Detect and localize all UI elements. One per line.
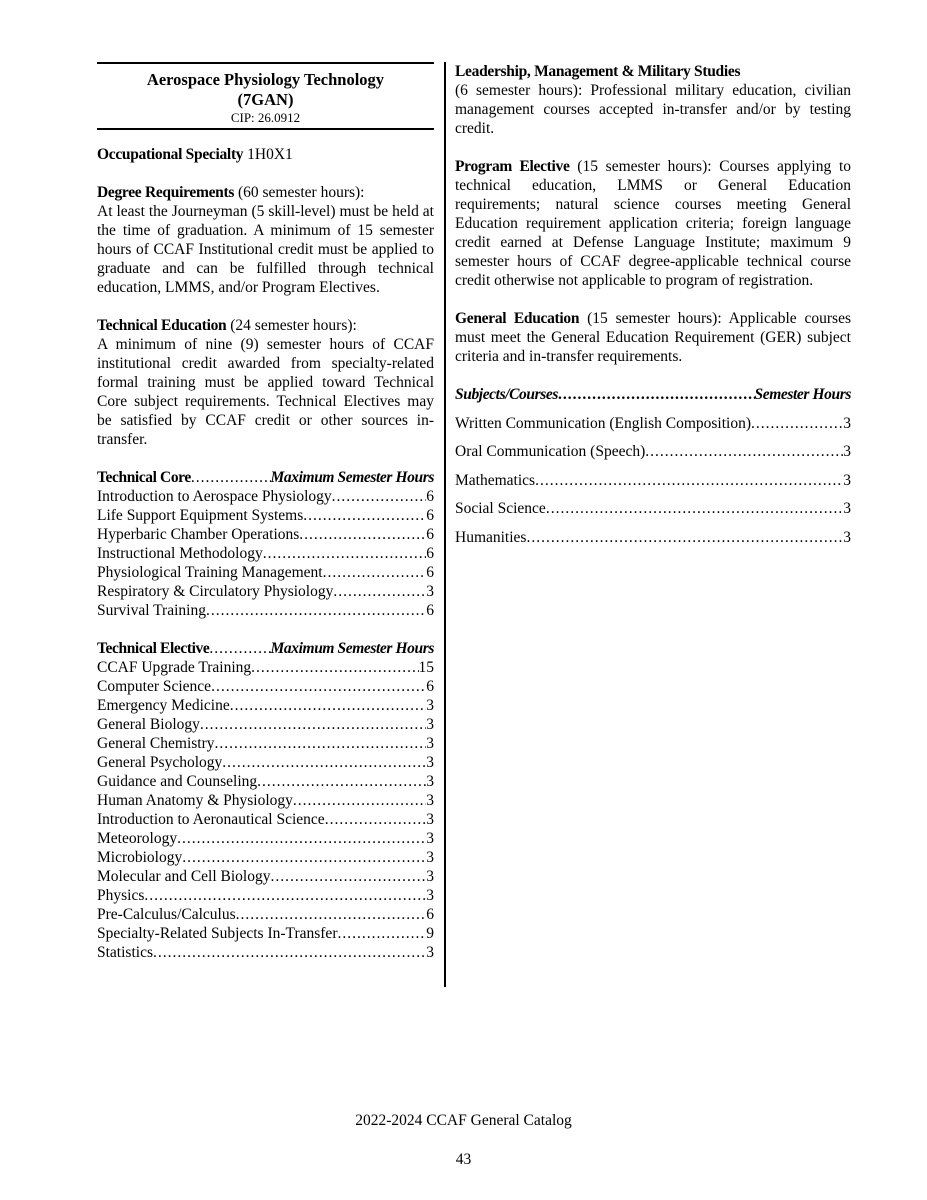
list-item — [97, 677, 434, 696]
list-item — [97, 753, 434, 772]
course-name: Molecular and Cell Biology — [97, 868, 271, 885]
technical-elective-list — [97, 658, 434, 962]
program-code: (7GAN) — [237, 90, 294, 109]
list-item — [455, 414, 851, 433]
subjects-header — [455, 385, 851, 404]
course-hours: 9 — [426, 925, 434, 942]
technical-education-section — [97, 316, 434, 449]
course-hours: 3 — [426, 697, 434, 714]
course-hours: 15 — [418, 659, 434, 676]
leader-dots — [144, 886, 426, 905]
subject-hours: 3 — [843, 443, 851, 460]
leader-dots — [177, 829, 426, 848]
program-elective-section — [455, 157, 851, 290]
course-name: Physiological Training Management — [97, 564, 323, 581]
course-hours: 3 — [426, 754, 434, 771]
course-hours: 6 — [426, 602, 434, 619]
course-name: Statistics — [97, 944, 153, 961]
course-name: Hyperbaric Chamber Operations — [97, 526, 300, 543]
lmms-section — [455, 62, 851, 138]
course-name: Emergency Medicine — [97, 697, 230, 714]
list-item — [97, 658, 434, 677]
course-hours: 6 — [426, 488, 434, 505]
leader-dots — [191, 468, 271, 487]
technical-core-header — [97, 468, 434, 487]
subjects-heading: Subjects/Courses — [455, 386, 558, 403]
course-name: Instructional Methodology — [97, 545, 263, 562]
course-hours: 3 — [426, 944, 434, 961]
degree-requirements-section — [97, 183, 434, 297]
course-name: Respiratory & Circulatory Physiology — [97, 583, 334, 600]
leader-dots — [230, 696, 427, 715]
list-item — [97, 563, 434, 582]
leader-dots — [270, 867, 426, 886]
course-name: CCAF Upgrade Training — [97, 659, 252, 676]
occupational-specialty — [97, 145, 434, 164]
leader-dots — [211, 677, 426, 696]
course-hours: 3 — [426, 773, 434, 790]
course-hours: 6 — [426, 526, 434, 543]
leader-dots — [303, 506, 426, 525]
course-name: Specialty-Related Subjects In-Transfer — [97, 925, 338, 942]
technical-education-hours: (24 semester hours): — [226, 317, 357, 334]
program-title: Aerospace Physiology Technology — [146, 70, 385, 89]
course-name: Meteorology — [97, 830, 178, 847]
leader-dots — [215, 734, 427, 753]
page-number: 43 — [455, 1151, 472, 1168]
cip-code: CIP: 26.0912 — [230, 110, 301, 125]
list-item — [97, 601, 434, 620]
course-hours: 6 — [426, 678, 434, 695]
technical-education-text: A minimum of nine (9) semester hours of CCAF institutional credit awarded from specialty-related formal training must be applied toward Technical Core subject requirements. Technical Electives may be satisfied by CCAF credit or other sources in-transfer. — [97, 336, 434, 448]
list-item — [97, 734, 434, 753]
list-item — [97, 848, 434, 867]
course-name: Life Support Equipment Systems — [97, 507, 304, 524]
leader-dots — [257, 772, 426, 791]
leader-dots — [293, 791, 426, 810]
lmms-heading: Leadership, Management & Military Studies — [455, 63, 741, 80]
course-hours: 3 — [426, 735, 434, 752]
course-name: Microbiology — [97, 849, 183, 866]
leader-dots — [200, 715, 426, 734]
lmms-text: (6 semester hours): Professional military education, civilian management courses accepted in-transfer and/or by testing credit. — [455, 82, 851, 137]
course-name: Guidance and Counseling — [97, 773, 258, 790]
left-column — [97, 62, 434, 962]
leader-dots — [526, 528, 843, 547]
leader-dots — [299, 525, 426, 544]
course-hours: 3 — [426, 868, 434, 885]
course-hours: 3 — [426, 792, 434, 809]
column-divider — [444, 62, 446, 987]
leader-dots — [645, 442, 843, 461]
leader-dots — [333, 582, 426, 601]
course-name: Pre-Calculus/Calculus — [97, 906, 236, 923]
leader-dots — [209, 639, 270, 658]
leader-dots — [236, 905, 427, 924]
technical-core-list — [97, 487, 434, 620]
list-item — [97, 886, 434, 905]
leader-dots — [325, 810, 427, 829]
course-name: Computer Science — [97, 678, 212, 695]
course-name: Introduction to Aeronautical Science — [97, 811, 325, 828]
subject-hours: 3 — [843, 471, 851, 489]
course-name: General Chemistry — [97, 735, 215, 752]
leader-dots — [182, 848, 426, 867]
subjects-section — [455, 385, 851, 547]
technical-core-hours-label: Maximum Semester Hours — [270, 469, 434, 486]
general-education-heading: General Education — [455, 310, 580, 327]
general-education-section — [455, 309, 851, 366]
course-hours: 3 — [426, 583, 434, 600]
list-item — [97, 924, 434, 943]
leader-dots — [323, 563, 427, 582]
course-hours: 3 — [426, 830, 434, 847]
list-item — [97, 810, 434, 829]
leader-dots — [546, 499, 843, 518]
course-hours: 6 — [426, 564, 434, 581]
course-name: General Biology — [97, 716, 200, 733]
subject-name: Mathematics — [455, 471, 536, 489]
occupational-specialty-value: 1H0X1 — [243, 146, 293, 163]
leader-dots — [206, 601, 426, 620]
list-item — [97, 829, 434, 848]
leader-dots — [222, 753, 426, 772]
list-item — [97, 506, 434, 525]
course-hours: 3 — [426, 811, 434, 828]
list-item — [97, 544, 434, 563]
leader-dots — [263, 544, 427, 563]
leader-dots — [535, 471, 843, 490]
general-education-text: (15 semester hours): Applicable courses must meet the General Education Requirement (GER) subject criteria and in-transfer requirements. — [455, 310, 851, 365]
list-item — [97, 487, 434, 506]
technical-elective-heading: Technical Elective — [97, 640, 210, 657]
list-item — [97, 905, 434, 924]
list-item — [455, 442, 851, 461]
list-item — [97, 943, 434, 962]
degree-requirements-text: At least the Journeyman (5 skill-level) must be held at the time of graduation. A minimum of 15 semester hours of CCAF Institutional credit must be applied to graduate and can be fulfilled through technical education, LMMS, and/or Program Electives. — [97, 203, 434, 296]
subject-name: Humanities — [455, 528, 527, 546]
list-item — [97, 867, 434, 886]
list-item — [455, 499, 851, 518]
occupational-specialty-label: Occupational Specialty — [97, 146, 244, 163]
list-item — [97, 772, 434, 791]
technical-core-heading: Technical Core — [97, 469, 191, 486]
leader-dots — [332, 487, 427, 506]
technical-education-heading: Technical Education — [97, 317, 227, 334]
course-hours: 6 — [426, 545, 434, 562]
degree-requirements-hours: (60 semester hours): — [234, 184, 365, 201]
subjects-hours-label: Semester Hours — [754, 386, 851, 403]
course-name: Survival Training — [97, 602, 206, 619]
leader-dots — [751, 414, 843, 433]
technical-core-section — [97, 468, 434, 620]
program-elective-text: (15 semester hours): Courses applying to technical education, LMMS or General Education requirements; natural science courses meeting General Education requirement application criteria; foreign language credit earned at Defense Language Institute; maximum 9 semester hours of CCAF degree-applicable technical course credit otherwise not applicable to program of registration. — [455, 158, 851, 289]
degree-requirements-heading: Degree Requirements — [97, 184, 235, 201]
list-item — [97, 525, 434, 544]
subject-name: Oral Communication (Speech) — [455, 443, 646, 460]
course-name: Physics — [97, 887, 145, 904]
course-hours: 3 — [426, 849, 434, 866]
technical-elective-header — [97, 639, 434, 658]
leader-dots — [251, 658, 418, 677]
leader-dots — [153, 943, 426, 962]
subject-hours: 3 — [843, 528, 851, 546]
subject-hours: 3 — [843, 500, 851, 517]
course-name: General Psychology — [97, 754, 223, 771]
right-column — [455, 62, 851, 556]
list-item — [97, 715, 434, 734]
subject-hours: 3 — [843, 414, 851, 432]
list-item — [455, 471, 851, 490]
course-hours: 6 — [426, 507, 434, 524]
leader-dots — [337, 924, 426, 943]
course-name: Introduction to Aerospace Physiology — [97, 488, 332, 505]
subject-name: Social Science — [455, 500, 546, 517]
technical-elective-section — [97, 639, 434, 962]
list-item — [97, 791, 434, 810]
course-hours: 3 — [426, 716, 434, 733]
course-hours: 3 — [426, 887, 434, 904]
leader-dots — [558, 385, 755, 404]
technical-elective-hours-label: Maximum Semester Hours — [270, 640, 434, 657]
list-item — [455, 528, 851, 547]
course-hours: 6 — [426, 906, 434, 923]
subject-name: Written Communication (English Composition) — [455, 414, 752, 432]
list-item — [97, 582, 434, 601]
course-name: Human Anatomy & Physiology — [97, 792, 293, 809]
list-item — [97, 696, 434, 715]
program-title-block — [97, 62, 434, 130]
program-elective-heading: Program Elective — [455, 158, 570, 175]
catalog-footer: 2022-2024 CCAF General Catalog — [355, 1112, 572, 1129]
